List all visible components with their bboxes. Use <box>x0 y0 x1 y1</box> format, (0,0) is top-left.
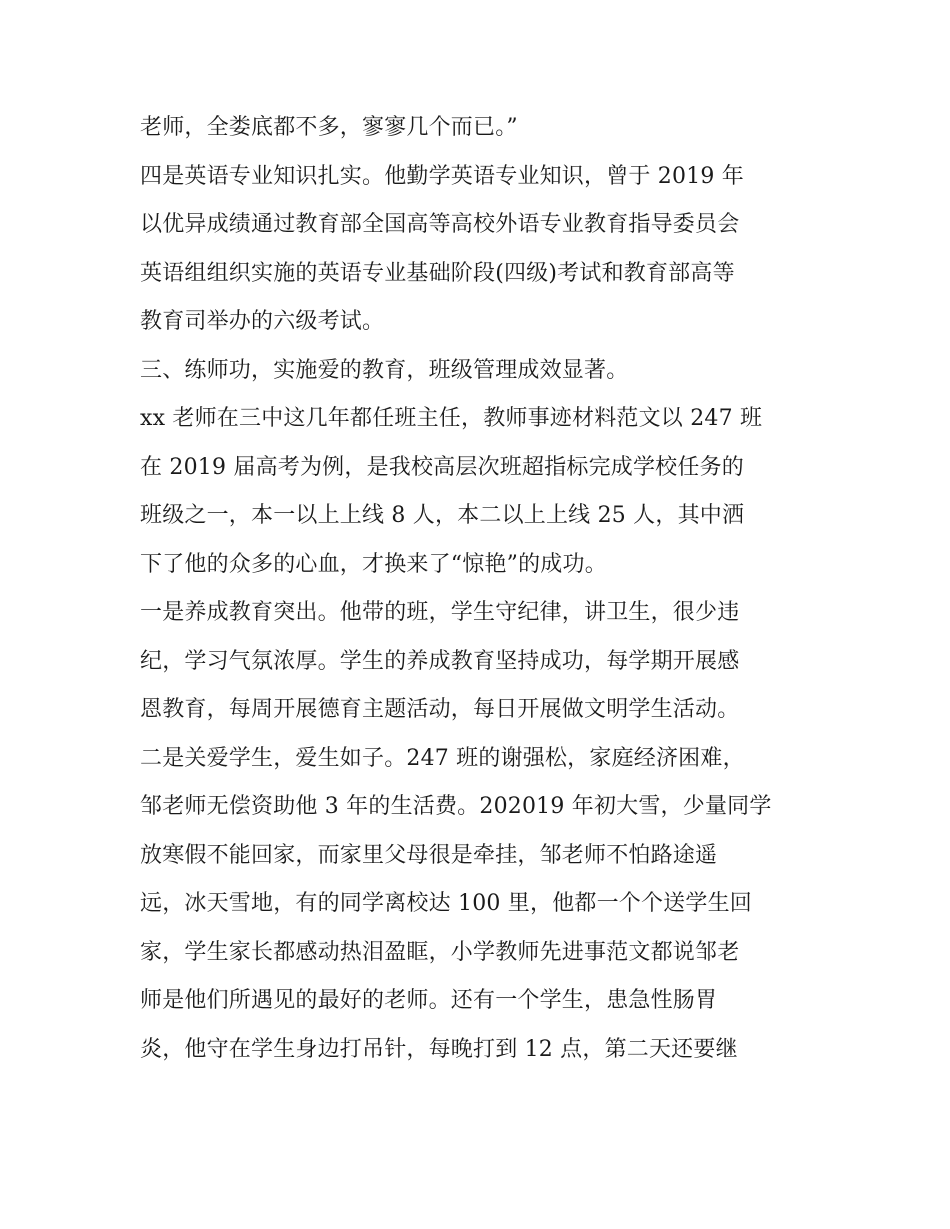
section-heading: 三、练师功，实施爱的教育，班级管理成效显著。 <box>140 357 629 383</box>
text-line: 以优异成绩通过教育部全国高等高校外语专业教育指导委员会 <box>140 212 740 237</box>
text-line: 师是他们所遇见的最好的老师。还有一个学生，患急性肠胃 <box>140 988 718 1013</box>
text-line: 炎，他守在学生身边打吊针，每晚打到 12 点，第二天还要继 <box>140 1036 738 1062</box>
text-line: 英语组组织实施的英语专业基础阶段(四级)考试和教育部高等 <box>140 260 735 286</box>
text-line: 一是养成教育突出。他带的班，学生守纪律，讲卫生，很少违 <box>140 600 740 625</box>
text-line: 远，冰天雪地，有的同学离校达 100 里，他都一个个送学生回 <box>140 891 752 916</box>
text-line: 恩教育，每周开展德育主题活动，每日开展做文明学生活动。 <box>140 697 740 722</box>
text-line: 放寒假不能回家，而家里父母很是牵挂，邹老师不怕路途遥 <box>140 842 718 868</box>
text-line: 教育司举办的六级考试。 <box>140 309 385 334</box>
text-line: 下了他的众多的心血，才换来了“惊艳”的成功。 <box>140 551 607 577</box>
text-line: 家，学生家长都感动热泪盈眶，小学教师先进事范文都说邹老 <box>140 939 740 965</box>
text-line: 老师，全娄底都不多，寥寥几个而已。” <box>140 115 518 140</box>
text-line: 在 2019 届高考为例，是我校高层次班超指标完成学校任务的 <box>140 454 744 480</box>
document-body <box>140 104 820 1074</box>
text-line: 纪，学习气氛浓厚。学生的养成教育坚持成功，每学期开展感 <box>140 648 740 674</box>
text-line: xx 老师在三中这几年都任班主任，教师事迹材料范文以 247 班 <box>140 406 763 431</box>
text-line: 四是英语专业知识扎实。他勤学英语专业知识，曾于 2019 年 <box>140 163 744 189</box>
text-line: 班级之一，本一以上上线 8 人，本二以上上线 25 人，其中洒 <box>140 503 745 528</box>
text-line: 二是关爱学生，爱生如子。247 班的谢强松，家庭经济困难， <box>140 745 745 771</box>
text-line: 邹老师无偿资助他 3 年的生活费。202019 年初大雪，少量同学 <box>140 794 772 819</box>
